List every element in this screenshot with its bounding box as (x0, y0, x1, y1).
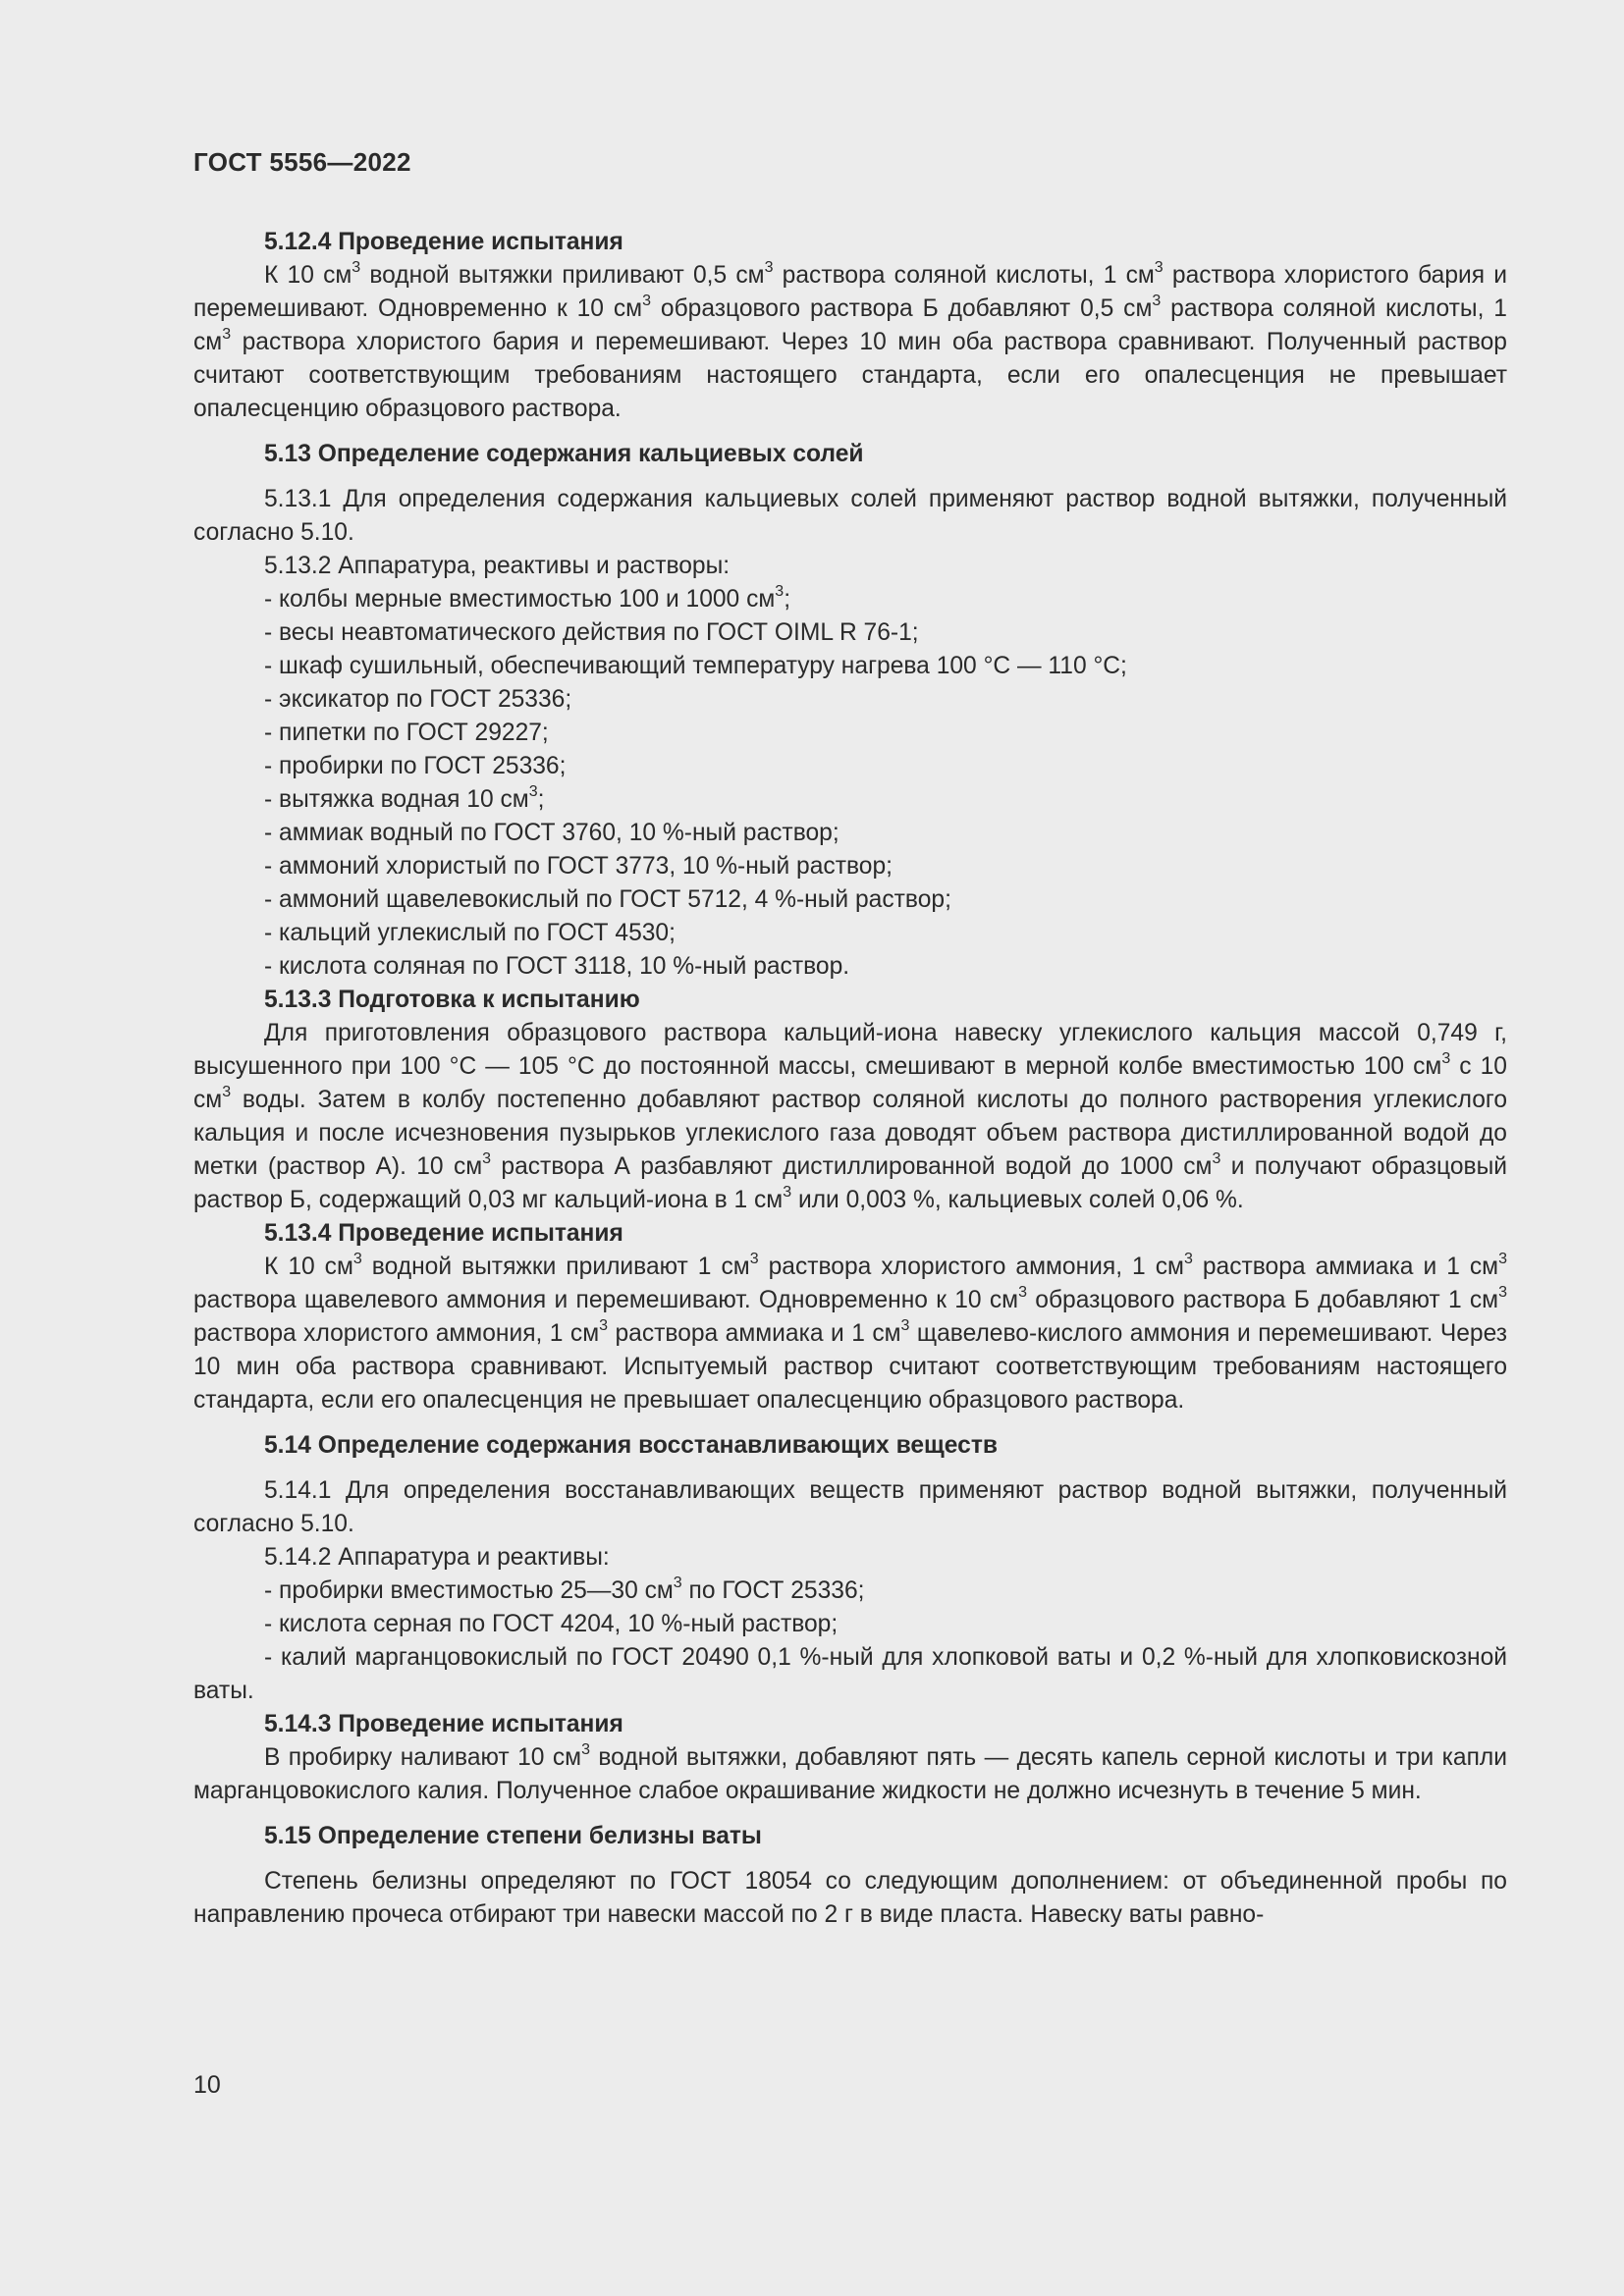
list-item: - шкаф сушильный, обеспечивающий температуру нагрева 100 °С — 110 °С; (264, 653, 1127, 679)
list-item: - аммиак водный по ГОСТ 3760, 10 %-ный раствор; (264, 820, 839, 846)
page-number: 10 (193, 2071, 221, 2099)
list-item: - пробирки вместимостью 25—30 $см^3$ по ГОСТ 25336; (264, 1574, 865, 1604)
list-item: - кислота серная по ГОСТ 4204, 10 %-ный раствор; (264, 1611, 839, 1637)
paragraph: В пробирку наливают 10 $см^3$ водной вытяжки, добавляют пять — десять капель серной кислоты и три капли марганцовокислого калия. Полученное слабое окрашивание жидкости не должно исчезнуть в течение 5 мин. (193, 1740, 1507, 1804)
list-item: - колбы мерные вместимостью 100 и 1000 $см^3$; (264, 582, 791, 613)
section-heading: 5.15 Определение степени белизны ваты (264, 1823, 762, 1849)
paragraph: Степень белизны определяют по ГОСТ 18054 со следующим дополнением: от объединенной пробы по направлению прочеса отбирают три навески массой по 2 г в виде пласта. Навеску ваты равно- (193, 1868, 1507, 1928)
subsection-heading: 5.12.4 Проведение испытания (264, 229, 623, 255)
subsection-heading: 5.13.4 Проведение испытания (264, 1220, 623, 1247)
paragraph: 5.14.1 Для определения восстанавливающих веществ применяют раствор водной вытяжки, полученный согласно 5.10. (193, 1477, 1507, 1537)
list-item: - пробирки по ГОСТ 25336; (264, 753, 567, 779)
paragraph: 5.14.2 Аппаратура и реактивы: (264, 1544, 610, 1571)
subsection-heading: 5.13.3 Подготовка к испытанию (264, 987, 640, 1013)
list-item: - вытяжка водная 10 $см^3$; (264, 782, 545, 813)
paragraph: 5.13.1 Для определения содержания кальциевых солей применяют раствор водной вытяжки, полученный согласно 5.10. (193, 486, 1507, 546)
section-heading: 5.13 Определение содержания кальциевых солей (264, 441, 864, 467)
list-item: - весы неавтоматического действия по ГОСТ OIML R 76-1; (264, 619, 919, 646)
document-body (193, 226, 1507, 1932)
list-item: - калий марганцовокислый по ГОСТ 20490 0,1 %-ный для хлопковой ваты и 0,2 %-ный для хлопковискозной ваты. (193, 1644, 1507, 1704)
list-item: - пипетки по ГОСТ 29227; (264, 720, 549, 746)
list-item: - аммоний хлористый по ГОСТ 3773, 10 %-ный раствор; (264, 853, 893, 880)
list-item: - кислота соляная по ГОСТ 3118, 10 %-ный раствор. (264, 953, 850, 980)
list-item: - эксикатор по ГОСТ 25336; (264, 686, 572, 713)
paragraph: К 10 $см^3$ водной вытяжки приливают 0,5 $см^3$ раствора соляной кислоты, 1 $см^3$ раствора хлористого бария и перемешивают. Одновременно к 10 $см^3$ образцового раствора Б добавляют 0,5 $см^3$ раствора соляной кислоты, 1 $см^3$ раствора хлористого бария и перемешивают. Через 10 мин оба раствора сравнивают. Полученный раствор считают соответствующим требованиям настоящего стандарта, если его опалесценция не превышает опалесценцию образцового раствора. (193, 258, 1507, 422)
list-item: - аммоний щавелевокислый по ГОСТ 5712, 4 %-ный раствор; (264, 886, 951, 913)
paragraph: Для приготовления образцового раствора кальций-иона навеску углекислого кальция массой 0,749 г, высушенного при 100 °С — 105 °С до постоянной массы, смешивают в мерной колбе вместимостью 100 $см^3$ с 10 $см^3$ воды. Затем в колбу постепенно добавляют раствор соляной кислоты до полного растворения углекислого кальция и после исчезновения пузырьков углекислого газа доводят объем раствора дистиллированной водой до метки (раствор А). 10 $см^3$ раствора А разбавляют дистиллированной водой до 1000 $см^3$ и получают образцовый раствор Б, содержащий 0,03 мг кальций-иона в 1 $см^3$ или 0,003 %, кальциевых солей 0,06 %. (193, 1020, 1507, 1213)
document-title: ГОСТ 5556—2022 (193, 147, 411, 177)
paragraph: 5.13.2 Аппаратура, реактивы и растворы: (264, 553, 731, 579)
section-heading: 5.14 Определение содержания восстанавливающих веществ (264, 1432, 998, 1459)
subsection-heading: 5.14.3 Проведение испытания (264, 1711, 623, 1737)
list-item: - кальций углекислый по ГОСТ 4530; (264, 920, 676, 946)
paragraph: К 10 $см^3$ водной вытяжки приливают 1 $см^3$ раствора хлористого аммония, 1 $см^3$ раствора аммиака и 1 $см^3$ раствора щавелевого аммония и перемешивают. Одновременно к 10 $см^3$ образцового раствора Б добавляют 1 $см^3$ раствора хлористого аммония, 1 $см^3$ раствора аммиака и 1 $см^3$ щавелево-кислого аммония и перемешивают. Через 10 мин оба раствора сравнивают. Испытуемый раствор считают соответствующим требованиям настоящего стандарта, если его опалесценция не превышает опалесценцию образцового раствора. (193, 1250, 1507, 1414)
